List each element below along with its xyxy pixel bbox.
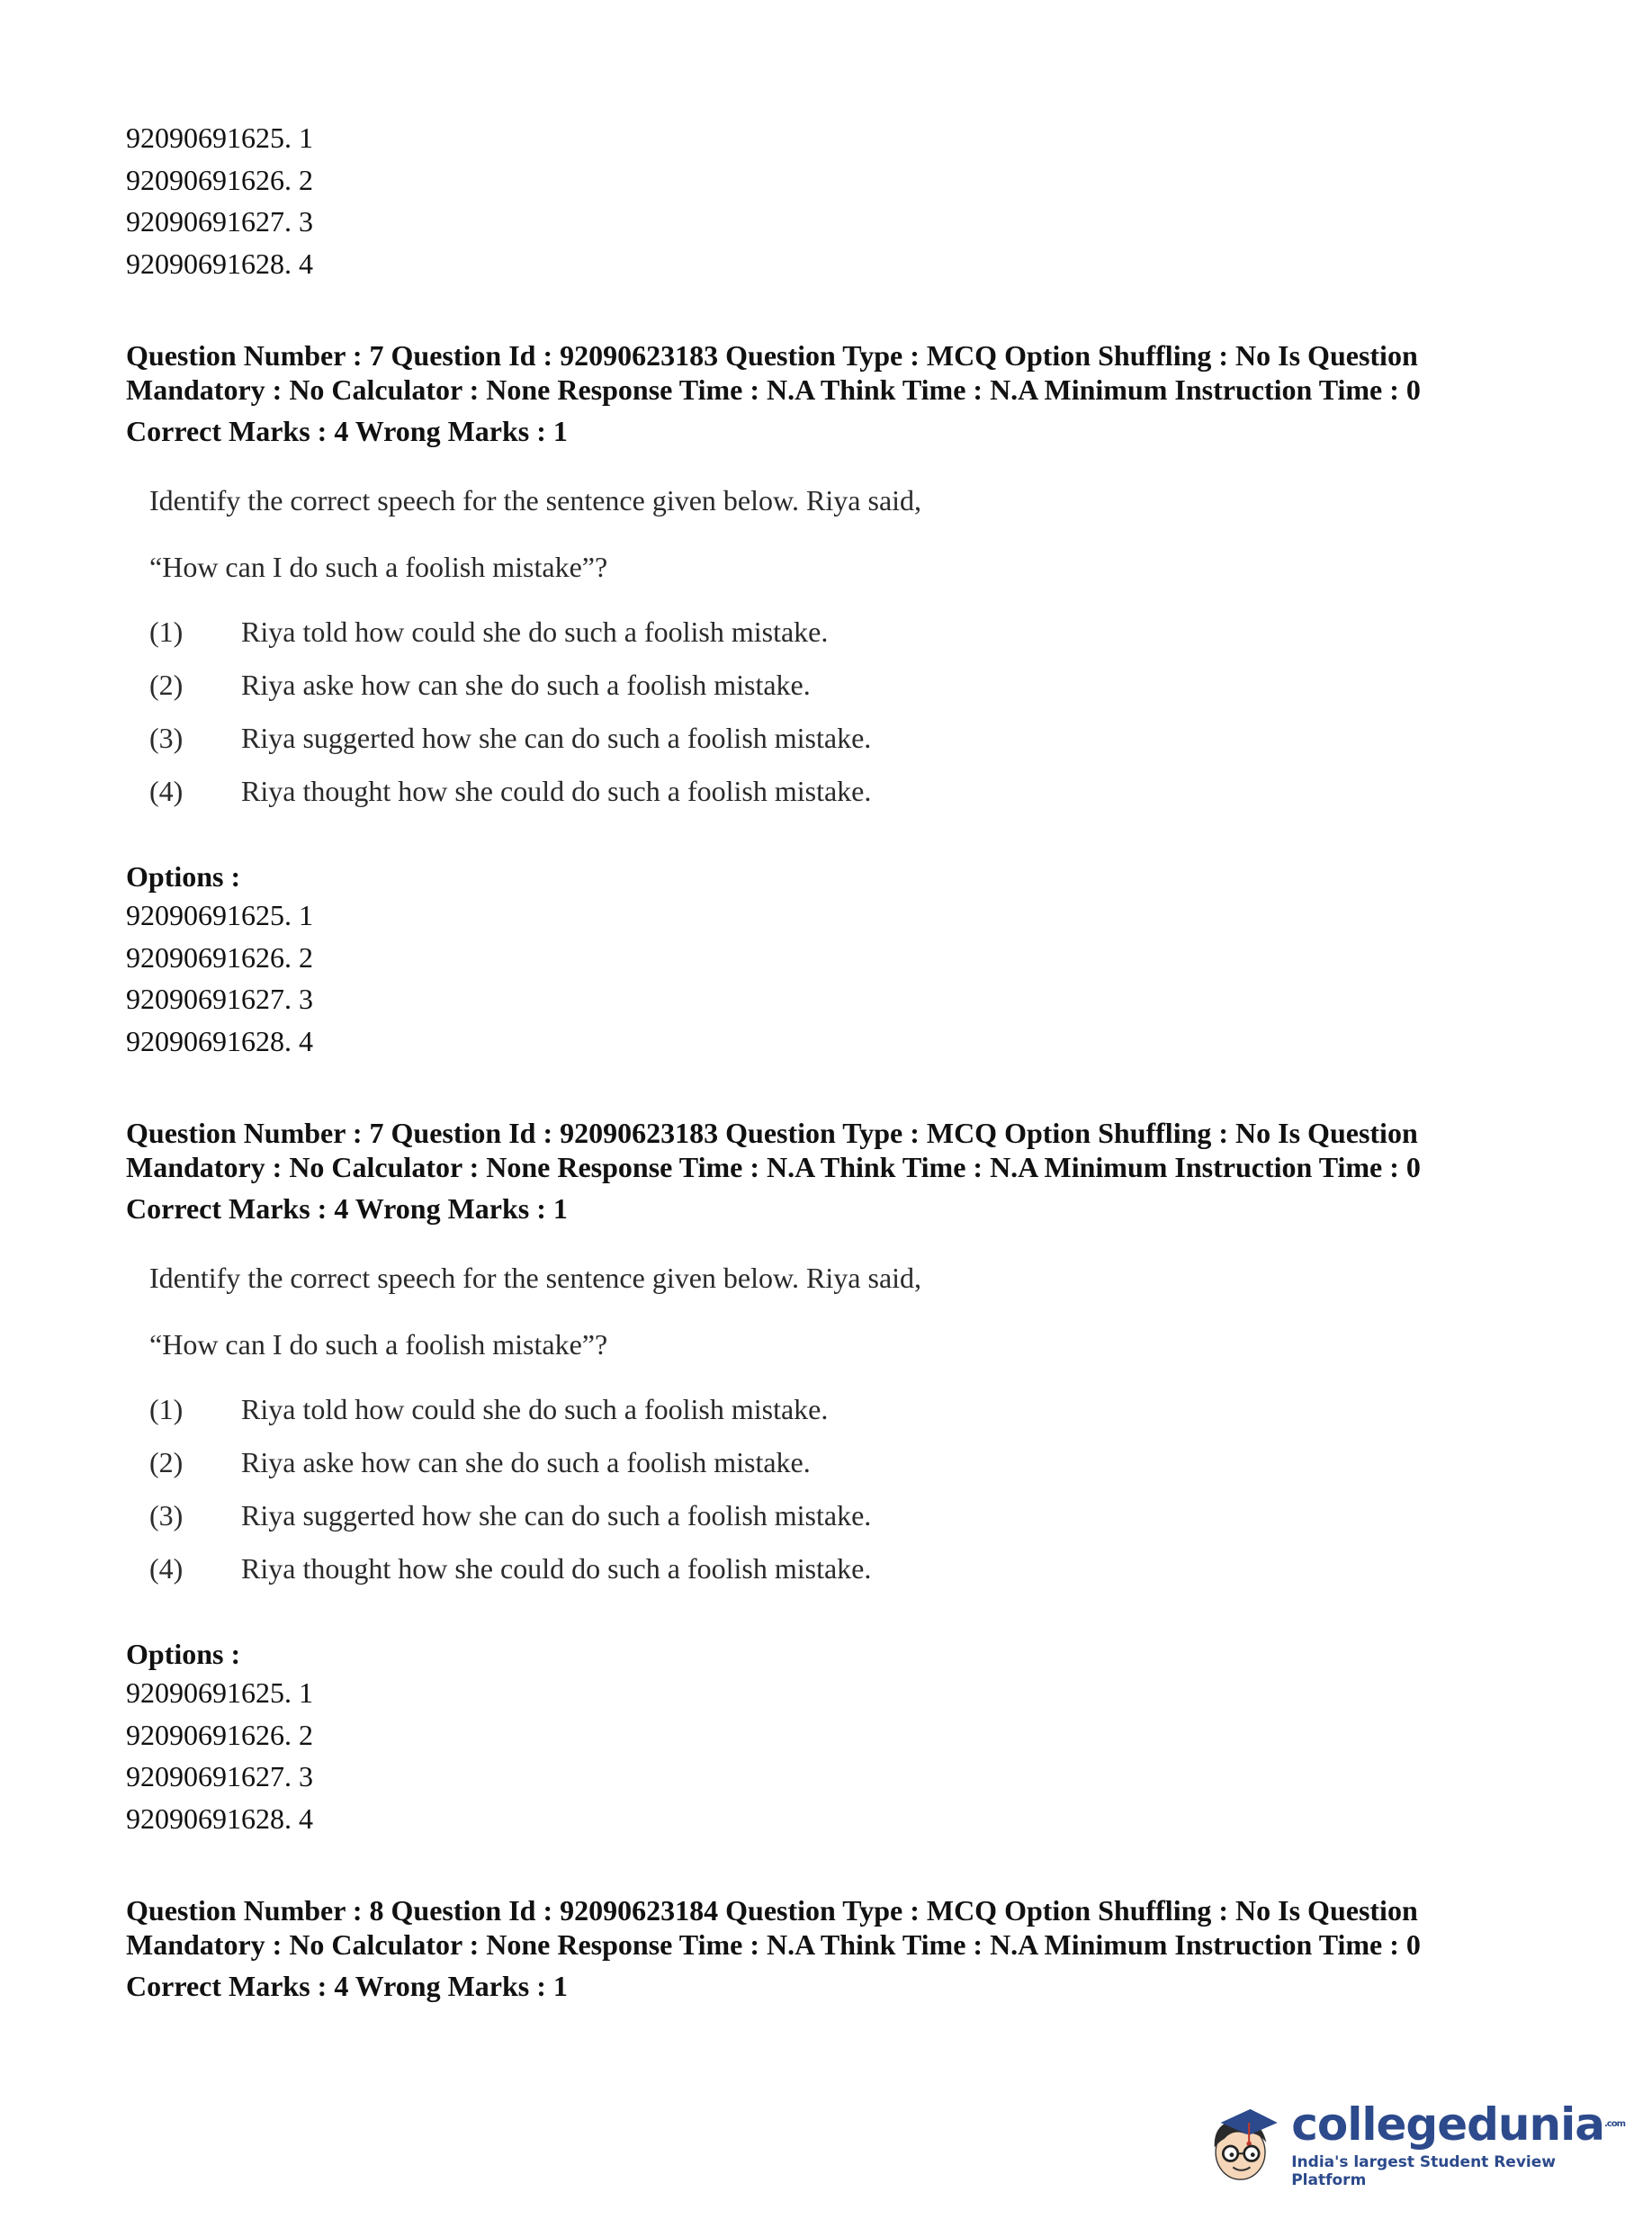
option-line: 92090691626. 2 [126,163,313,196]
choice-text: Riya suggerted how she can do such a foolish mistake. [241,721,872,754]
choice-item [149,605,1530,658]
logo-name: collegedunia [1291,2098,1604,2151]
options-heading: Options : [126,1638,241,1670]
choice-text: Riya thought how she could do such a foolish mistake. [241,1551,872,1585]
question-quote: “How can I do such a foolish mistake”? [149,551,608,583]
spacer [126,284,1530,338]
option-line: 92090691627. 3 [126,205,313,238]
logo-wordmark [1291,2099,1625,2150]
option-line: 92090691628. 4 [126,1024,313,1057]
question-quote: “How can I do such a foolish mistake”? [149,1328,608,1361]
document-page [126,117,1530,2003]
choice-text: Riya told how could she do such a foolish mistake. [241,615,829,648]
choice-item [149,1488,1530,1541]
question-image [149,1260,1530,1595]
choice-list [149,605,1530,817]
spacer [126,1062,1530,1116]
choice-number: (4) [149,1551,184,1585]
choice-number: (4) [149,774,184,807]
choice-number: (2) [149,668,184,701]
logo-tagline: India's largest Student Review Platform [1291,2153,1556,2189]
question-marks: Correct Marks : 4 Wrong Marks : 1 [126,1970,568,2002]
top-options-list [126,117,1530,284]
option-line: 92090691625. 1 [126,1676,313,1709]
question-stem: Identify the correct speech for the sentence given below. Riya said, [149,1262,922,1294]
question-block [126,1893,1530,2003]
choice-item [149,1382,1530,1435]
option-line: 92090691625. 1 [126,899,313,931]
logo-text-group [1291,2099,1625,2189]
question-block [126,338,1530,1062]
choice-text: Riya suggerted how she can do such a foolish mistake. [241,1498,872,1532]
question-marks: Correct Marks : 4 Wrong Marks : 1 [126,415,568,447]
choice-item [149,1541,1530,1595]
choice-number: (3) [149,1498,184,1532]
option-line: 92090691625. 1 [126,121,313,154]
question-meta [126,338,1530,448]
choice-text: Riya aske how can she do such a foolish mistake. [241,668,811,701]
question-image [149,482,1530,817]
question-meta [126,1116,1530,1226]
choice-number: (1) [149,1392,184,1425]
choice-item [149,658,1530,711]
question-stem: Identify the correct speech for the sentence given below. Riya said, [149,484,922,517]
choice-item [149,764,1530,817]
choice-item [149,1435,1530,1488]
choice-text: Riya aske how can she do such a foolish mistake. [241,1445,811,1478]
question-block [126,1116,1530,1839]
question-meta-line1: Question Number : 8 Question Id : 92090623184 Question Type : MCQ Option Shuffling : No Is Question [126,1894,1418,1927]
question-meta-line2: Mandatory : No Calculator : None Response Time : N.A Think Time : N.A Minimum Instruction Time : 0 [126,373,1421,406]
question-meta-line2: Mandatory : No Calculator : None Response Time : N.A Think Time : N.A Minimum Instruction Time : 0 [126,1928,1421,1961]
choice-text: Riya thought how she could do such a foolish mistake. [241,774,872,807]
question-meta-line2: Mandatory : No Calculator : None Response Time : N.A Think Time : N.A Minimum Instruction Time : 0 [126,1151,1421,1183]
option-line: 92090691627. 3 [126,1760,313,1792]
logo-com: .com [1603,2119,1625,2129]
choice-number: (3) [149,721,184,754]
option-line: 92090691627. 3 [126,983,313,1015]
choice-item [149,711,1530,764]
choice-number: (1) [149,615,184,648]
question-meta-line1: Question Number : 7 Question Id : 92090623183 Question Type : MCQ Option Shuffling : No Is Question [126,1117,1418,1149]
option-line: 92090691626. 2 [126,940,313,974]
option-line: 92090691628. 4 [126,247,313,280]
question-meta-line1: Question Number : 7 Question Id : 92090623183 Question Type : MCQ Option Shuffling : No Is Question [126,339,1418,372]
spacer [126,1839,1530,1893]
question-marks: Correct Marks : 4 Wrong Marks : 1 [126,1192,568,1225]
options-heading: Options : [126,860,241,893]
option-line: 92090691628. 4 [126,1801,313,1835]
option-line: 92090691626. 2 [126,1718,313,1751]
mascot-icon [1202,2086,1282,2203]
collegedunia-logo [1202,2086,1625,2203]
choice-list [149,1382,1530,1595]
choice-text: Riya told how could she do such a foolish mistake. [241,1392,829,1425]
question-meta [126,1893,1530,2003]
choice-number: (2) [149,1445,184,1478]
